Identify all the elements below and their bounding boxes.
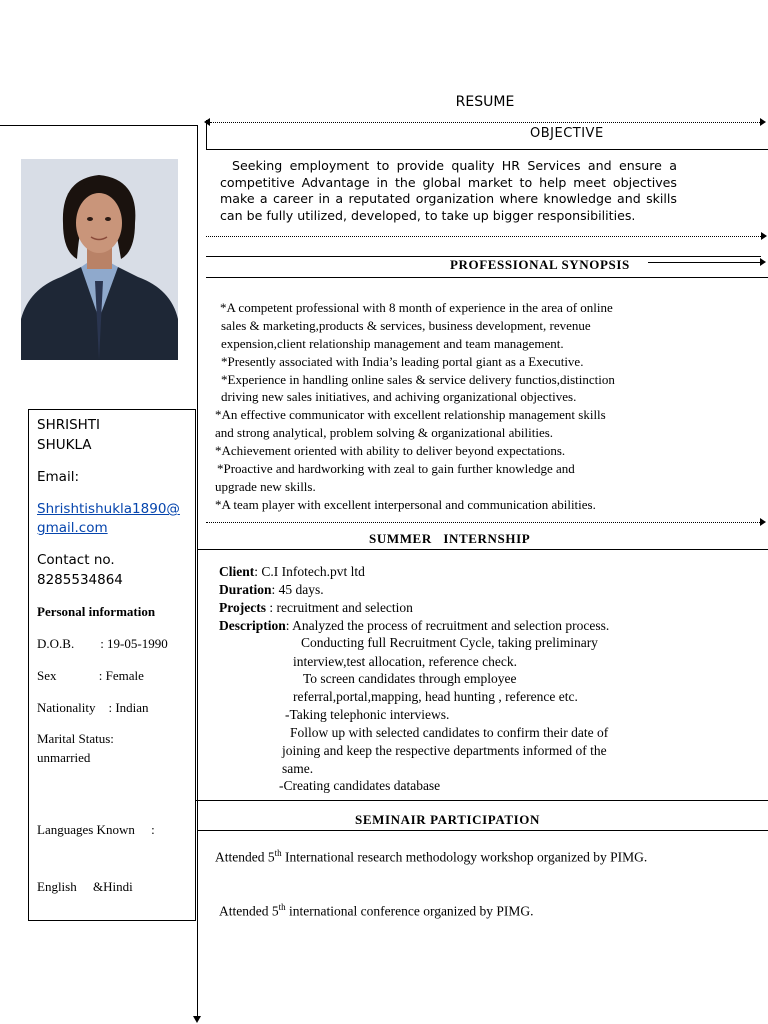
- arrow-right-icon-4: [760, 518, 766, 526]
- synopsis-line: *An effective communicator with excellent relationship management skills: [215, 407, 606, 422]
- languages-known: Languages Known : English &Hindi: [37, 822, 155, 894]
- dob-row: D.O.B. : 19-05-1990: [37, 636, 168, 651]
- marital-status: Marital Status: unmarried: [37, 731, 114, 765]
- synopsis-line: and strong analytical, problem solving & organizational abilities.: [215, 425, 554, 440]
- seminar-heading-rule: [198, 830, 768, 831]
- projects-row: Projects : recruitment and selection: [219, 600, 413, 615]
- synopsis-heading: PROFESSIONAL SYNOPSIS: [450, 257, 630, 272]
- synopsis-line: expension,client relationship management and team management.: [221, 336, 564, 351]
- description-line: joining and keep the respective departments informed of the: [282, 743, 607, 758]
- seminar-item-1: Attended 5th International research methodology workshop organized by PIMG.: [215, 848, 648, 865]
- arrow-right-icon: [760, 118, 766, 126]
- top-left-rule: [0, 125, 197, 126]
- synopsis-heading-rule: [206, 277, 768, 278]
- synopsis-line: *Experience in handling online sales & service delivery functios,distinction: [221, 372, 615, 387]
- objective-top-rule: [210, 122, 760, 123]
- arrow-right-icon-2: [761, 232, 767, 240]
- synopsis-line: upgrade new skills.: [215, 479, 316, 494]
- personal-info-heading: Personal information: [37, 604, 156, 619]
- objective-heading: OBJECTIVE: [530, 126, 604, 141]
- contact-value: 8285534864: [37, 572, 123, 588]
- seminar-item-2: Attended 5th international conference organized by PIMG.: [219, 902, 534, 919]
- description-line: -Creating candidates database: [279, 778, 441, 793]
- email-link-block: [37, 500, 180, 538]
- synopsis-right-rule: [648, 262, 760, 263]
- profile-photo-image: [21, 159, 178, 360]
- description-line: To screen candidates through employee: [303, 671, 517, 686]
- synopsis-bottom-rule: [206, 522, 760, 523]
- description-line: Conducting full Recruitment Cycle, taking preliminary: [301, 635, 598, 650]
- profile-photo: [21, 159, 178, 360]
- email-link[interactable]: Shrishtishukla1890@: [37, 501, 180, 517]
- candidate-name: SHRISHTI SHUKLA: [37, 417, 101, 453]
- divider-arrow-down-icon: [193, 1016, 201, 1023]
- internship-heading-rule: [198, 549, 768, 550]
- objective-side-rule: [206, 120, 207, 150]
- contact-label: Contact no.: [37, 552, 115, 568]
- objective-bottom-rule: [206, 236, 761, 237]
- client-row: Client: C.I Infotech.pvt ltd: [219, 564, 365, 579]
- email-label: Email:: [37, 469, 80, 485]
- synopsis-line: *Proactive and hardworking with zeal to gain further knowledge and: [217, 461, 575, 476]
- synopsis-line: *Achievement oriented with ability to deliver beyond expectations.: [215, 443, 566, 458]
- duration-row: Duration: 45 days.: [219, 582, 324, 597]
- synopsis-line: driving new sales initiatives, and achiving organizational objectives.: [221, 389, 577, 404]
- page-title: RESUME: [455, 94, 515, 110]
- personal-info-box: [28, 409, 196, 921]
- column-divider: [197, 125, 198, 1018]
- seminar-heading: SEMINAIR PARTICIPATION: [355, 812, 541, 827]
- description-line: -Taking telephonic interviews.: [285, 707, 450, 722]
- synopsis-line: sales & marketing,products & services, business development, revenue: [221, 318, 591, 333]
- description-line: referral,portal,mapping, head hunting , reference etc.: [293, 689, 578, 704]
- sex-row: Sex : Female: [37, 668, 144, 683]
- arrow-right-icon-3: [760, 258, 766, 266]
- nationality-row: Nationality : Indian: [37, 700, 149, 715]
- synopsis-line: *A team player with excellent interpersonal and communication abilities.: [215, 497, 596, 512]
- synopsis-line: *Presently associated with India’s leading portal giant as a Executive.: [221, 354, 584, 369]
- synopsis-line: *A competent professional with 8 month of experience in the area of online: [220, 300, 613, 315]
- objective-heading-rule: [206, 149, 768, 150]
- description-line: Follow up with selected candidates to confirm their date of: [290, 725, 609, 740]
- internship-heading: SUMMER INTERNSHIP: [369, 531, 531, 546]
- description-row: Description: Analyzed the process of recruitment and selection process.: [219, 618, 610, 633]
- description-line: same.: [282, 761, 314, 776]
- description-line: interview,test allocation, reference check.: [293, 654, 518, 669]
- objective-text: Seeking employment to provide quality HR Services and ensure a competitive Advantage in the global market to help meet objectives make a career in a reputated organization where knowledge and skills can be fully utilized, developed, to take up bigger responsibilities.: [220, 158, 677, 223]
- internship-bottom-rule: [196, 800, 768, 801]
- email-link-cont[interactable]: gmail.com: [37, 520, 108, 536]
